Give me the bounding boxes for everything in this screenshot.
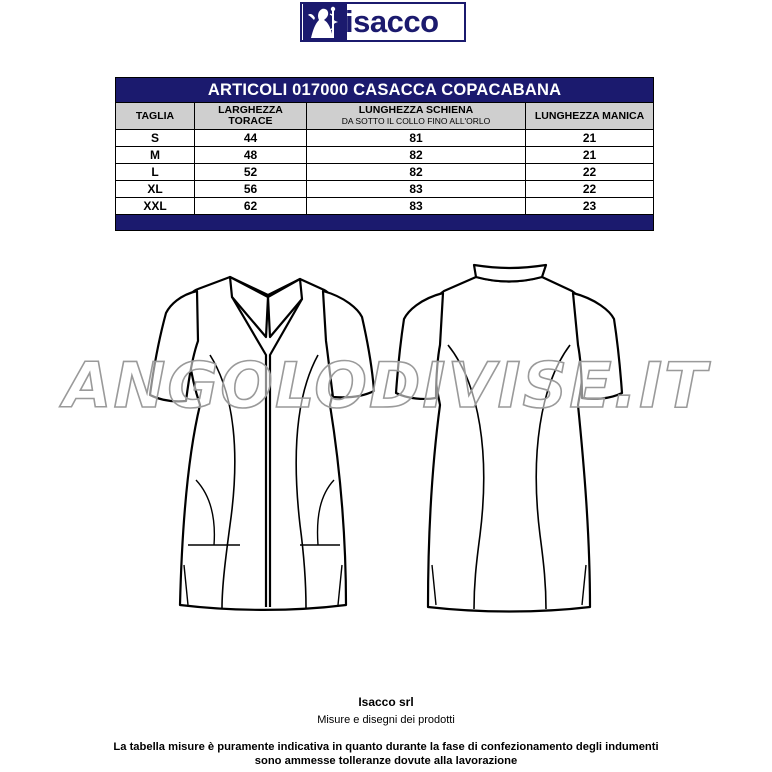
cell-chest: 48 <box>195 147 307 164</box>
cell-back: 81 <box>307 130 526 147</box>
tunic-back-drawing <box>396 265 622 612</box>
table-row <box>116 130 654 147</box>
header-chest: LARGHEZZA TORACE <box>195 103 307 130</box>
table-row <box>116 198 654 215</box>
cell-back: 83 <box>307 198 526 215</box>
table-title-row <box>116 78 654 103</box>
cell-back: 82 <box>307 164 526 181</box>
table-footer-bar <box>116 215 654 231</box>
cell-back: 82 <box>307 147 526 164</box>
cell-sleeve: 21 <box>526 130 654 147</box>
cell-size: S <box>116 130 195 147</box>
cell-sleeve: 22 <box>526 181 654 198</box>
caduceus-figure-icon <box>303 4 347 40</box>
disclaimer-line-2: sono ammesse tolleranze dovute alla lavorazione <box>254 755 518 767</box>
cell-size: L <box>116 164 195 181</box>
cell-size: XL <box>116 181 195 198</box>
tunic-front-drawing <box>150 277 374 610</box>
cell-chest: 56 <box>195 181 307 198</box>
disclaimer-line-1: La tabella misure è puramente indicativa in quanto durante la fase di confezionamento degli indumenti <box>113 741 659 753</box>
brand-logo-text: isacco <box>345 4 439 39</box>
disclaimer <box>60 740 712 768</box>
cell-size: M <box>116 147 195 164</box>
table-row <box>116 181 654 198</box>
size-table <box>115 77 654 231</box>
company-name: Isacco srl <box>358 695 414 709</box>
cell-sleeve: 22 <box>526 164 654 181</box>
cell-sleeve: 23 <box>526 198 654 215</box>
cell-chest: 62 <box>195 198 307 215</box>
watermark-text: ANGOLODIVISE.IT <box>63 349 709 422</box>
cell-back: 83 <box>307 181 526 198</box>
table-row <box>116 147 654 164</box>
table-title: ARTICOLI 017000 CASACCA COPACABANA <box>116 78 654 103</box>
header-back <box>307 103 526 130</box>
table-row <box>116 164 654 181</box>
cell-size: XXL <box>116 198 195 215</box>
cell-sleeve: 21 <box>526 147 654 164</box>
brand-logo <box>300 2 466 42</box>
table-header-row <box>116 103 654 130</box>
header-size: TAGLIA <box>116 103 195 130</box>
footer-subtitle: Misure e disegni dei prodotti <box>317 714 455 726</box>
cell-chest: 52 <box>195 164 307 181</box>
garment-drawings <box>0 255 772 635</box>
header-sleeve: LUNGHEZZA MANICA <box>526 103 654 130</box>
header-back-label: LUNGHEZZA SCHIENA <box>358 104 474 116</box>
cell-chest: 44 <box>195 130 307 147</box>
header-back-sublabel: DA SOTTO IL COLLO FINO ALL'ORLO <box>341 116 491 126</box>
